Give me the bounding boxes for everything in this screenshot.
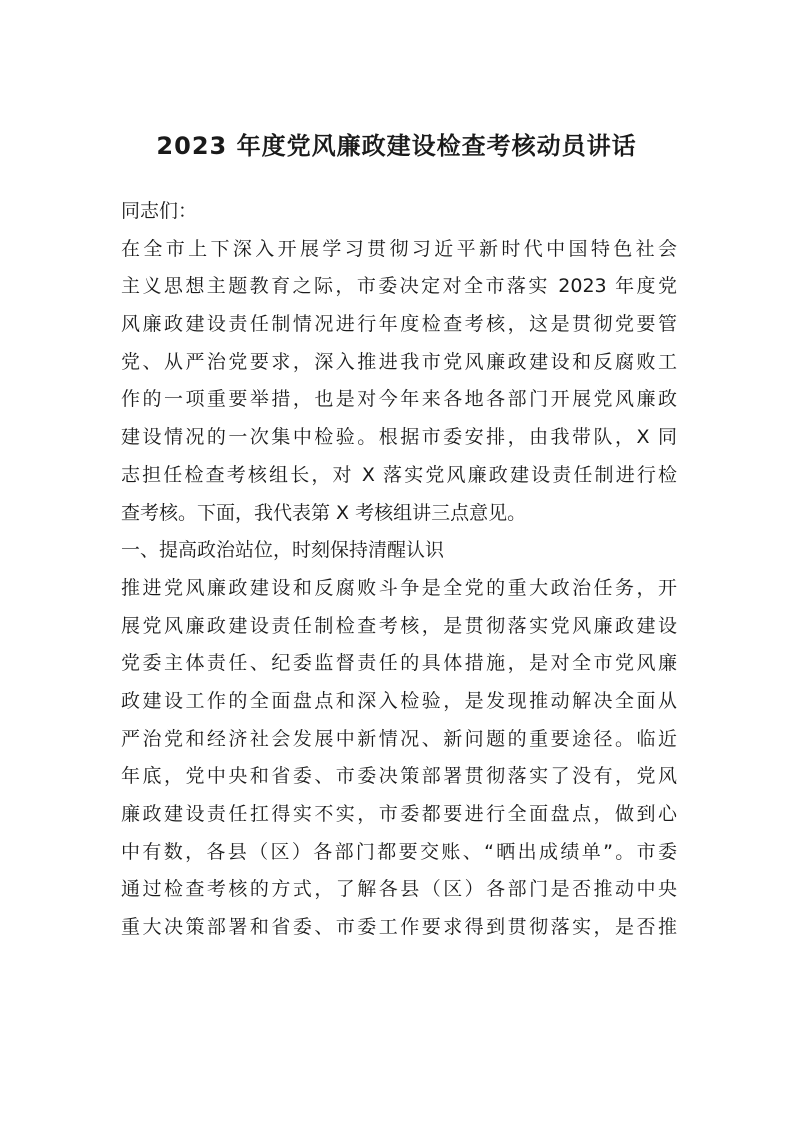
body-line: 中有数，各县（区）各部门都要交账、“晒出成绩单”。市委 (121, 840, 677, 863)
body-line: 风廉政建设责任制情况进行年度检查考核，这是贯彻党要管 (121, 313, 677, 336)
body-line: 展党风廉政建设责任制检查考核，是贯彻落实党风廉政建设 (121, 614, 677, 637)
body-line: 通过检查考核的方式，了解各县（区）各部门是否推动中央 (121, 878, 677, 901)
body-line: 在全市上下深入开展学习贯彻习近平新时代中国特色社会 (121, 237, 677, 260)
body-line: 重大决策部署和省委、市委工作要求得到贯彻落实，是否推 (121, 916, 677, 939)
body-line: 建设情况的一次集中检验。根据市委安排，由我带队，X 同 (121, 426, 677, 449)
body-line: 推进党风廉政建设和反腐败斗争是全党的重大政治任务，开 (121, 576, 677, 599)
body-line: 党委主体责任、纪委监督责任的具体措施，是对全市党风廉 (121, 652, 677, 675)
body-line: 查考核。下面，我代表第 X 考核组讲三点意见。 (121, 501, 527, 524)
body-line: 党、从严治党要求，深入推进我市党风廉政建设和反腐败工 (121, 350, 677, 373)
section-heading: 一、提高政治站位，时刻保持清醒认识 (121, 539, 445, 562)
document-title: 2023 年度党风廉政建设检查考核动员讲话 (156, 132, 637, 160)
document-body (121, 193, 677, 947)
body-line: 严治党和经济社会发展中新情况、新问题的重要途径。临近 (121, 727, 677, 750)
body-line: 廉政建设责任扛得实不实，市委都要进行全面盘点，做到心 (121, 803, 677, 825)
body-line: 作的一项重要举措，也是对今年来各地各部门开展党风廉政 (121, 388, 677, 411)
body-line: 年底，党中央和省委、市委决策部署贯彻落实了没有，党风 (121, 765, 677, 788)
body-line: 主义思想主题教育之际，市委决定对全市落实 2023 年度党 (121, 275, 677, 298)
body-line: 志担任检查考核组长，对 X 落实党风廉政建设责任制进行检 (121, 463, 677, 486)
salutation: 同志们： (121, 200, 198, 222)
body-line: 政建设工作的全面盘点和深入检验，是发现推动解决全面从 (121, 689, 677, 712)
